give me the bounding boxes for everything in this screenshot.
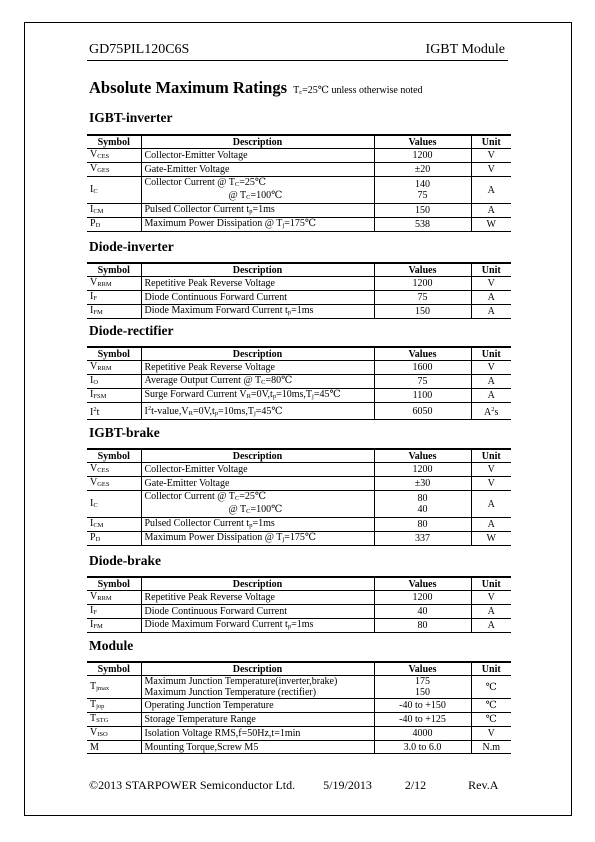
col-description: Description	[141, 135, 374, 149]
symbol-cell: $I^2t$	[87, 403, 141, 420]
table-header-row	[87, 577, 511, 591]
header-divider	[87, 60, 508, 61]
table-header-row	[87, 347, 511, 361]
description-cell: Diode Continuous Forward Current	[141, 605, 374, 619]
section-title-diode-brake: Diode-brake	[89, 553, 161, 568]
diode-brake-table	[87, 576, 511, 633]
value-cell: 4000	[374, 727, 471, 741]
unit-cell: V	[471, 727, 511, 741]
value-cell: ±20	[374, 163, 471, 177]
symbol-cell: PD	[87, 218, 141, 232]
value-cell: -40 to +150	[374, 699, 471, 713]
symbol-cell: Tjop	[87, 699, 141, 713]
table-row	[87, 676, 511, 699]
table-row	[87, 518, 511, 532]
table-row	[87, 177, 511, 204]
table-row	[87, 403, 511, 420]
unit-cell: ℃	[471, 713, 511, 727]
col-description: Description	[141, 577, 374, 591]
table-row	[87, 277, 511, 291]
description-cell: Operating Junction Temperature	[141, 699, 374, 713]
symbol-cell: IF	[87, 291, 141, 305]
igbt-inverter-table	[87, 134, 511, 232]
table-row	[87, 727, 511, 741]
col-values: Values	[374, 577, 471, 591]
col-unit: Unit	[471, 449, 511, 463]
symbol-cell: VRRM	[87, 361, 141, 375]
table-row	[87, 477, 511, 491]
col-symbol: Symbol	[87, 577, 141, 591]
value-cell: 75	[374, 291, 471, 305]
col-description: Description	[141, 449, 374, 463]
unit-cell: A	[471, 291, 511, 305]
col-values: Values	[374, 135, 471, 149]
value-cell: 3.0 to 6.0	[374, 741, 471, 754]
value-cell: 80	[374, 619, 471, 633]
table-row	[87, 163, 511, 177]
footer-date: 5/19/2013	[323, 778, 372, 792]
description-cell: Gate-Emitter Voltage	[141, 477, 374, 491]
section-title-module: Module	[89, 638, 134, 653]
value-cell: 538	[374, 218, 471, 232]
unit-cell: V	[471, 477, 511, 491]
symbol-cell: ICM	[87, 518, 141, 532]
revision: Rev.A	[468, 778, 499, 792]
col-values: Values	[374, 263, 471, 277]
symbol-cell: IO	[87, 375, 141, 389]
section-title-diode-inverter: Diode-inverter	[89, 239, 174, 254]
symbol-cell: VCES	[87, 149, 141, 163]
unit-cell: V	[471, 163, 511, 177]
symbol-cell: VRRM	[87, 591, 141, 605]
col-values: Values	[374, 449, 471, 463]
description-cell: Collector Current @ TC=25℃ @ TC=100℃	[141, 491, 374, 518]
unit-cell: A	[471, 389, 511, 403]
description-cell: Mounting Torque,Screw M5	[141, 741, 374, 754]
description-cell: Collector-Emitter Voltage	[141, 149, 374, 163]
unit-cell: V	[471, 463, 511, 477]
col-symbol: Symbol	[87, 449, 141, 463]
symbol-cell: IFSM	[87, 389, 141, 403]
module-table	[87, 661, 511, 754]
col-symbol: Symbol	[87, 347, 141, 361]
description-cell: Gate-Emitter Voltage	[141, 163, 374, 177]
value-cell: 1200	[374, 277, 471, 291]
symbol-cell: IFM	[87, 619, 141, 633]
table-row	[87, 699, 511, 713]
unit-cell: ℃	[471, 676, 511, 699]
model-number: GD75PIL120C6S	[89, 42, 190, 57]
page-title	[89, 78, 423, 98]
symbol-cell: IC	[87, 177, 141, 204]
unit-cell: A	[471, 204, 511, 218]
unit-cell: A	[471, 177, 511, 204]
table-row	[87, 361, 511, 375]
document-type: IGBT Module	[425, 42, 505, 57]
unit-cell: A	[471, 375, 511, 389]
table-header-row	[87, 135, 511, 149]
value-cell: 337	[374, 532, 471, 546]
title-condition: Tc=25℃ unless otherwise noted	[293, 85, 423, 96]
table-row	[87, 375, 511, 389]
col-values: Values	[374, 347, 471, 361]
unit-cell: N.m	[471, 741, 511, 754]
value-cell: 140 75	[374, 177, 471, 204]
unit-cell: A	[471, 619, 511, 633]
table-row	[87, 149, 511, 163]
symbol-cell: VCES	[87, 463, 141, 477]
col-symbol: Symbol	[87, 135, 141, 149]
page-footer	[89, 778, 497, 793]
page-number: 2/12	[404, 778, 427, 792]
symbol-cell: PD	[87, 532, 141, 546]
table-row	[87, 713, 511, 727]
col-unit: Unit	[471, 263, 511, 277]
symbol-cell: VRRM	[87, 277, 141, 291]
description-cell: Collector Current @ TC=25℃ @ TC=100℃	[141, 177, 374, 204]
description-cell: Maximum Power Dissipation @ Tj=175℃	[141, 532, 374, 546]
symbol-cell: M	[87, 741, 141, 754]
table-row	[87, 291, 511, 305]
value-cell: 150	[374, 204, 471, 218]
table-row	[87, 305, 511, 319]
table-row	[87, 605, 511, 619]
col-description: Description	[141, 263, 374, 277]
table-row	[87, 532, 511, 546]
value-cell: 80	[374, 518, 471, 532]
section-title-igbt-inverter: IGBT-inverter	[89, 110, 173, 125]
value-cell: 1200	[374, 591, 471, 605]
symbol-cell: VGES	[87, 163, 141, 177]
table-header-row	[87, 263, 511, 277]
value-cell: 1200	[374, 463, 471, 477]
unit-cell: A	[471, 518, 511, 532]
value-cell: 6050	[374, 403, 471, 420]
value-cell: ±30	[374, 477, 471, 491]
description-cell: Surge Forward Current VR=0V,tp=10ms,Tj=45℃	[141, 389, 374, 403]
description-cell: Repetitive Peak Reverse Voltage	[141, 277, 374, 291]
value-cell: 150	[374, 305, 471, 319]
description-cell: Diode Maximum Forward Current tp=1ms	[141, 305, 374, 319]
unit-cell: A	[471, 491, 511, 518]
value-cell: 80 40	[374, 491, 471, 518]
table-header-row	[87, 449, 511, 463]
symbol-cell: VISO	[87, 727, 141, 741]
copyright: ©2013 STARPOWER Semiconductor Ltd.	[89, 778, 296, 792]
table-row	[87, 591, 511, 605]
col-unit: Unit	[471, 577, 511, 591]
table-row	[87, 491, 511, 518]
value-cell: 75	[374, 375, 471, 389]
symbol-cell: IFM	[87, 305, 141, 319]
table-row	[87, 741, 511, 754]
description-cell: Maximum Power Dissipation @ Tj=175℃	[141, 218, 374, 232]
col-symbol: Symbol	[87, 662, 141, 676]
symbol-cell: VGES	[87, 477, 141, 491]
table-row	[87, 463, 511, 477]
unit-cell: W	[471, 218, 511, 232]
value-cell: 40	[374, 605, 471, 619]
description-cell: Diode Continuous Forward Current	[141, 291, 374, 305]
symbol-cell: ICM	[87, 204, 141, 218]
description-cell: Pulsed Collector Current tp=1ms	[141, 204, 374, 218]
description-cell: $I^2t-value,VR=0V,tp=10ms,Tj=45℃$	[141, 403, 374, 420]
value-cell: 1200	[374, 149, 471, 163]
unit-cell: V	[471, 277, 511, 291]
symbol-cell: IC	[87, 491, 141, 518]
page-header	[89, 42, 505, 58]
col-values: Values	[374, 662, 471, 676]
unit-cell: A	[471, 305, 511, 319]
symbol-cell: Tjmax	[87, 676, 141, 699]
section-title-diode-rectifier: Diode-rectifier	[89, 323, 174, 338]
col-description: Description	[141, 347, 374, 361]
section-title-igbt-brake: IGBT-brake	[89, 425, 160, 440]
unit-cell: W	[471, 532, 511, 546]
table-row	[87, 204, 511, 218]
description-cell: Maximum Junction Temperature(inverter,brake) Maximum Junction Temperature (rectifier)	[141, 676, 374, 699]
value-cell: 1600	[374, 361, 471, 375]
unit-cell: A	[471, 605, 511, 619]
description-cell: Storage Temperature Range	[141, 713, 374, 727]
unit-cell: V	[471, 149, 511, 163]
col-symbol: Symbol	[87, 263, 141, 277]
value-cell: -40 to +125	[374, 713, 471, 727]
description-cell: Average Output Current @ TC=80℃	[141, 375, 374, 389]
table-row	[87, 619, 511, 633]
description-cell: Repetitive Peak Reverse Voltage	[141, 591, 374, 605]
igbt-brake-table	[87, 448, 511, 546]
description-cell: Diode Maximum Forward Current tp=1ms	[141, 619, 374, 633]
value-cell: 1100	[374, 389, 471, 403]
description-cell: Pulsed Collector Current tp=1ms	[141, 518, 374, 532]
table-row	[87, 389, 511, 403]
unit-cell: V	[471, 361, 511, 375]
unit-cell: ℃	[471, 699, 511, 713]
symbol-cell: IF	[87, 605, 141, 619]
value-cell: 175 150	[374, 676, 471, 699]
col-unit: Unit	[471, 347, 511, 361]
table-header-row	[87, 662, 511, 676]
symbol-cell: TSTG	[87, 713, 141, 727]
col-description: Description	[141, 662, 374, 676]
description-cell: Isolation Voltage RMS,f=50Hz,t=1min	[141, 727, 374, 741]
unit-cell: V	[471, 591, 511, 605]
col-unit: Unit	[471, 135, 511, 149]
title-text: Absolute Maximum Ratings	[89, 78, 288, 97]
description-cell: Collector-Emitter Voltage	[141, 463, 374, 477]
table-row	[87, 218, 511, 232]
col-unit: Unit	[471, 662, 511, 676]
description-cell: Repetitive Peak Reverse Voltage	[141, 361, 374, 375]
diode-rectifier-table	[87, 346, 511, 420]
diode-inverter-table	[87, 262, 511, 319]
unit-cell: $A^2s$	[471, 403, 511, 420]
